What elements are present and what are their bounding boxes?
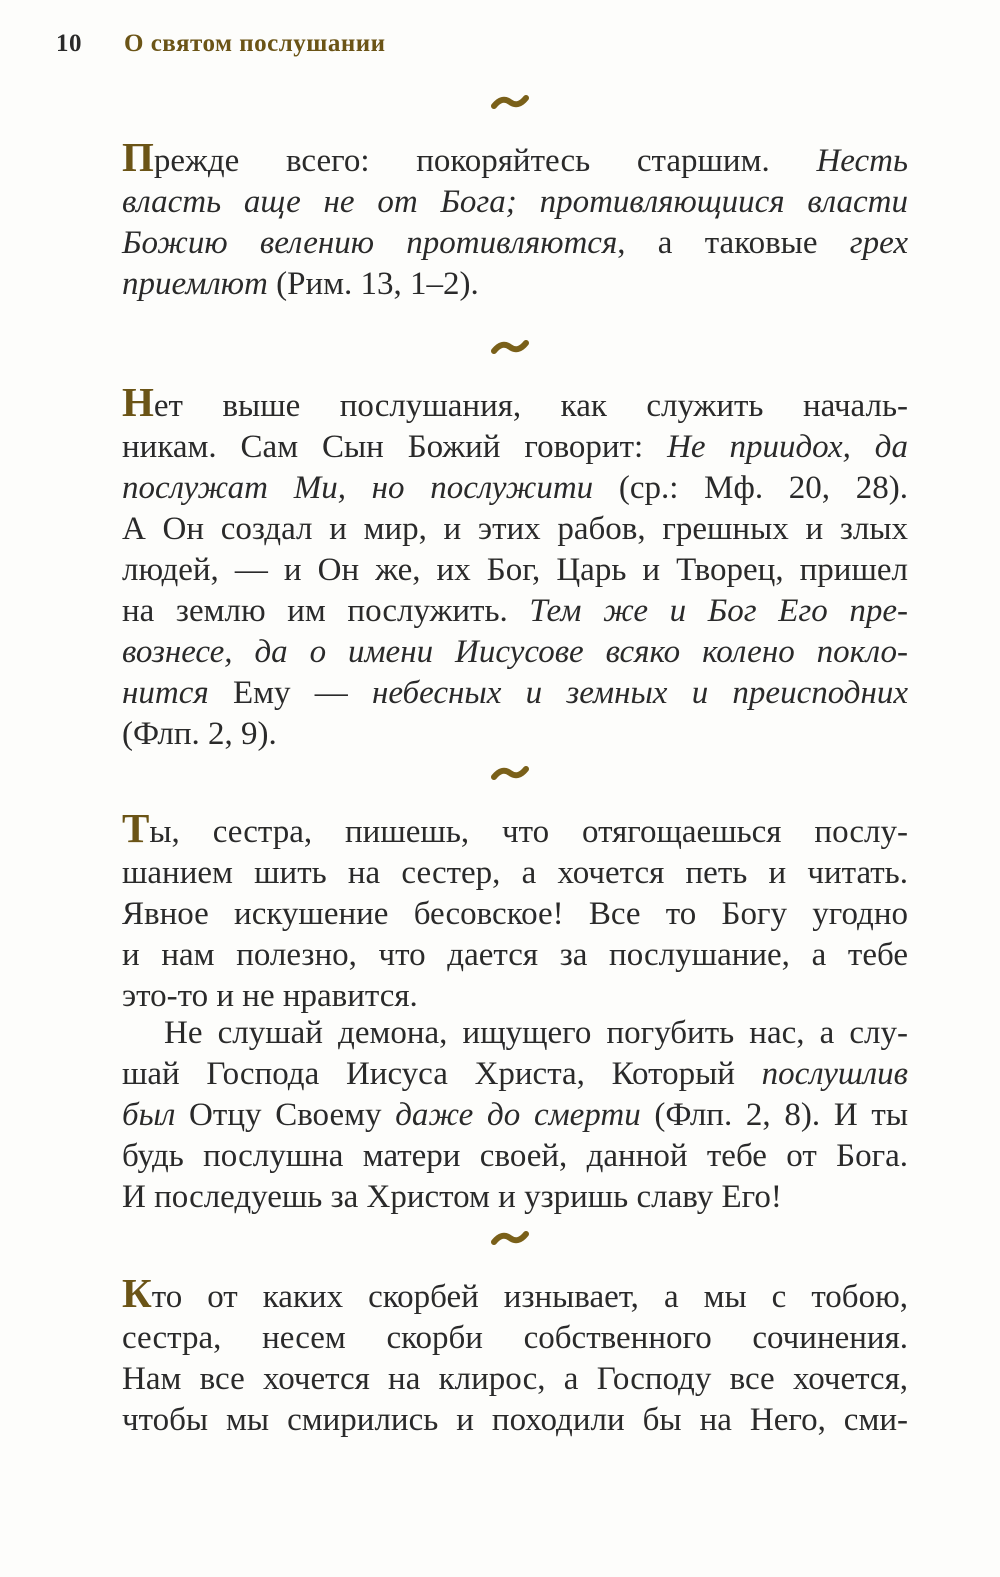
italic-text: был — [122, 1097, 176, 1133]
paragraph-4 — [122, 1013, 908, 1218]
italic-text: даже до смерти — [395, 1097, 641, 1133]
text: (Флп. 2, 8). И ты — [640, 1097, 908, 1133]
drop-cap: Н — [122, 379, 154, 425]
text: (Рим. 13, 1–2). — [267, 266, 479, 302]
italic-text: небесных и земных и преисподних — [371, 675, 908, 711]
text: (ср.: Мф. 20, 28). — [593, 470, 908, 506]
italic-text: вознесе, да о имени Иисусове всяко колено покло- — [122, 634, 908, 670]
drop-cap: К — [122, 1270, 152, 1316]
text: И последуешь за Христом и узришь славу Его! — [122, 1179, 782, 1215]
tilde-ornament-icon — [490, 1228, 530, 1248]
text: это-то и не нравится. — [122, 978, 418, 1014]
paragraph-5 — [122, 1270, 908, 1441]
text: ет выше послушания, как служить началь- — [153, 388, 908, 424]
text: чтобы мы смирились и походили бы на Него, сми- — [122, 1402, 908, 1438]
italic-text: послушлив — [761, 1056, 908, 1092]
tilde-ornament-icon — [490, 337, 530, 357]
text: Ему — — [208, 675, 372, 711]
italic-text: Божию велению противляются — [122, 225, 618, 261]
text: и нам полезно, что дается за послушание, а тебе — [122, 937, 908, 973]
text: ы, сестра, пишешь, что отягощаешься послу- — [149, 814, 908, 850]
text: (Флп. 2, 9). — [122, 716, 277, 752]
paragraph-3 — [122, 805, 908, 1017]
drop-cap: Т — [122, 805, 150, 851]
text: Нам все хочется на клирос, а Господу все хочется, — [122, 1361, 908, 1397]
text: на землю им послужить. — [122, 593, 530, 629]
text: шанием шить на сестер, а хочется петь и читать. — [122, 855, 908, 891]
text: будь послушна матери своей, данной тебе от Бога. — [122, 1138, 908, 1174]
tilde-ornament-icon — [490, 92, 530, 112]
italic-text: послужат Ми, но послужити — [122, 470, 594, 506]
text: никам. Сам Сын Божий говорит: — [122, 429, 668, 465]
italic-text: грех — [849, 225, 908, 261]
text: Явное искушение бесовское! Все то Богу угодно — [122, 896, 908, 932]
text: режде всего: покоряйтесь старшим. — [153, 143, 817, 179]
paragraph-2 — [122, 379, 908, 755]
italic-text: власть аще не от Бога; противляющиися власти — [122, 184, 908, 220]
text: Не слушай демона, ищущего погубить нас, а слу- — [164, 1015, 908, 1051]
italic-text: Не приидох, да — [667, 429, 908, 465]
text: сестра, несем скорби собственного сочинения. — [122, 1320, 908, 1356]
tilde-ornament-icon — [490, 763, 530, 783]
italic-text: приемлют — [122, 266, 268, 302]
text: Отцу Своему — [175, 1097, 396, 1133]
italic-text: нится — [122, 675, 209, 711]
paragraph-1 — [122, 134, 908, 305]
drop-cap: П — [122, 134, 154, 180]
running-header — [56, 30, 386, 58]
text: то от каких скорбей изнывает, а мы с тобою, — [151, 1279, 908, 1315]
italic-text: Несть — [816, 143, 908, 179]
page-number: 10 — [56, 30, 82, 57]
text: , а таковые — [617, 225, 850, 261]
text: людей, — и Он же, их Бог, Царь и Творец, пришел — [122, 552, 908, 588]
running-title: О святом послушании — [124, 30, 386, 57]
text: А Он создал и мир, и этих рабов, грешных и злых — [122, 511, 908, 547]
text: шай Господа Иисуса Христа, Который — [122, 1056, 762, 1092]
italic-text: Тем же и Бог Его пре- — [529, 593, 908, 629]
